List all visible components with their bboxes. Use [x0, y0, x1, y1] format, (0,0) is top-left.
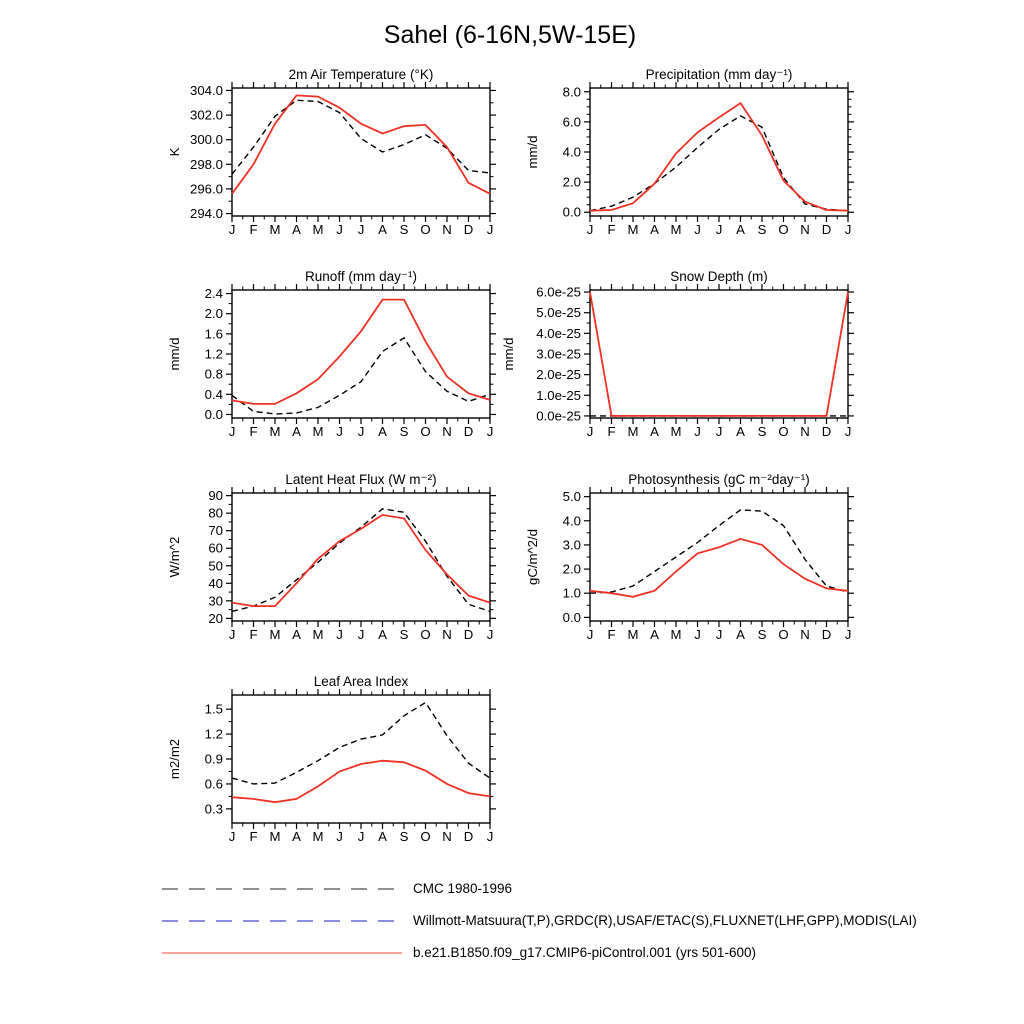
y-tick-label: 5.0e-25	[536, 305, 581, 321]
y-tick-label: 2.0	[562, 174, 581, 190]
x-tick-label: J	[715, 424, 723, 439]
x-tick-label: S	[399, 627, 409, 642]
y-tick-label: 30	[208, 593, 223, 609]
panel-leaf-area-index	[167, 671, 507, 871]
figure-title: Sahel (6-16N,5W-15E)	[383, 21, 637, 49]
y-tick-label: 2.0	[562, 561, 581, 577]
y-tick-label: 60	[208, 540, 223, 556]
series-observation-line	[232, 509, 490, 612]
x-tick-label: A	[650, 424, 659, 439]
x-tick-label: J	[844, 627, 852, 642]
y-tick-label: 1.2	[204, 726, 223, 742]
plot-box	[590, 88, 848, 216]
chart-title: 2m Air Temperature (°K)	[288, 67, 434, 82]
y-tick-label: 8.0	[562, 84, 581, 100]
chart-latent-heat-flux-plot	[167, 469, 497, 664]
y-axis-label: mm/d	[501, 337, 516, 371]
y-tick-label: 0.3	[204, 801, 223, 817]
panel-runoff	[167, 266, 507, 466]
chart-title: Precipitation (mm day⁻¹)	[645, 67, 793, 82]
legend-label: Willmott-Matsuura(T,P),GRDC(R),USAF/ETAC(S),FLUXNET(LHF,GPP),MODIS(LAI)	[413, 913, 917, 928]
y-tick-label: 0.0e-25	[536, 408, 581, 424]
x-tick-label: N	[800, 222, 810, 237]
x-tick-label: J	[694, 627, 701, 642]
x-tick-label: O	[778, 424, 789, 439]
legend-item	[160, 879, 513, 899]
x-tick-label: D	[463, 424, 474, 439]
x-tick-label: M	[269, 222, 281, 237]
legend-item	[160, 943, 756, 963]
x-tick-label: S	[757, 424, 767, 439]
x-tick-label: J	[357, 829, 365, 844]
chart-runoff-plot	[167, 266, 497, 461]
y-tick-label: 2.0	[204, 306, 223, 322]
x-tick-label: N	[442, 627, 452, 642]
x-tick-label: M	[269, 627, 281, 642]
x-tick-label: J	[357, 627, 365, 642]
y-tick-label: 1.5	[204, 701, 223, 717]
x-tick-label: A	[292, 829, 301, 844]
x-tick-label: O	[420, 627, 431, 642]
x-tick-label: J	[715, 222, 723, 237]
x-tick-label: J	[486, 222, 494, 237]
x-tick-label: J	[228, 424, 236, 439]
chart-leaf-area-index-plot	[167, 671, 497, 866]
panel-air-temperature	[167, 64, 507, 264]
y-tick-label: 2.4	[204, 286, 223, 302]
x-tick-label: A	[292, 627, 301, 642]
series-observation-line	[232, 338, 490, 414]
x-tick-label: A	[650, 222, 659, 237]
x-tick-label: D	[821, 424, 832, 439]
panel-photosynthesis	[525, 469, 865, 669]
chart-title: Snow Depth (m)	[670, 269, 768, 284]
x-tick-label: A	[378, 627, 387, 642]
legend-line-dashed-blue	[160, 911, 404, 931]
y-tick-label: 1.6	[204, 326, 223, 342]
plot-box	[232, 493, 490, 621]
x-tick-label: A	[650, 627, 659, 642]
x-tick-label: M	[670, 627, 682, 642]
x-tick-label: J	[694, 222, 701, 237]
y-tick-label: 296.0	[189, 181, 223, 197]
y-tick-label: 0.8	[204, 366, 223, 382]
x-tick-label: F	[249, 222, 258, 237]
x-tick-label: M	[269, 424, 281, 439]
x-tick-label: J	[586, 627, 594, 642]
x-tick-label: O	[420, 829, 431, 844]
y-tick-label: 4.0e-25	[536, 325, 581, 341]
y-axis-label: mm/d	[167, 337, 182, 371]
x-tick-label: N	[442, 222, 452, 237]
x-tick-label: J	[715, 627, 723, 642]
chart-title: Leaf Area Index	[313, 674, 409, 689]
x-tick-label: F	[249, 424, 258, 439]
x-tick-label: D	[463, 829, 474, 844]
x-tick-label: M	[670, 424, 682, 439]
y-tick-label: 294.0	[189, 206, 223, 222]
x-tick-label: N	[442, 829, 452, 844]
x-tick-label: A	[736, 222, 745, 237]
series-observation-line	[232, 703, 490, 784]
x-tick-label: A	[292, 424, 301, 439]
chart-air-temperature-plot	[167, 64, 497, 259]
series-observation-line	[232, 100, 490, 174]
y-tick-label: 304.0	[189, 82, 223, 98]
y-tick-label: 4.0	[562, 513, 581, 529]
x-tick-label: J	[336, 829, 343, 844]
x-tick-label: J	[694, 424, 701, 439]
x-tick-label: A	[378, 829, 387, 844]
x-tick-label: O	[778, 627, 789, 642]
x-tick-label: J	[486, 424, 494, 439]
x-tick-label: D	[463, 627, 474, 642]
x-tick-label: J	[586, 424, 594, 439]
x-tick-label: F	[607, 222, 616, 237]
x-tick-label: J	[228, 627, 236, 642]
series-model-line	[590, 539, 848, 597]
series-model-line	[590, 103, 848, 211]
panel-snow-depth	[501, 266, 865, 466]
x-tick-label: D	[463, 222, 474, 237]
x-tick-label: S	[757, 222, 767, 237]
plot-box	[232, 695, 490, 823]
x-tick-label: D	[821, 627, 832, 642]
y-tick-label: 5.0	[562, 489, 581, 505]
y-axis-label: m2/m2	[167, 738, 182, 780]
x-tick-label: J	[336, 424, 343, 439]
y-tick-label: 70	[208, 523, 223, 539]
x-tick-label: O	[420, 222, 431, 237]
chart-photosynthesis-plot	[525, 469, 855, 664]
y-tick-label: 302.0	[189, 107, 223, 123]
plot-box	[590, 290, 848, 418]
x-tick-label: J	[844, 222, 852, 237]
x-tick-label: M	[269, 829, 281, 844]
x-tick-label: F	[249, 627, 258, 642]
y-tick-label: 40	[208, 575, 223, 591]
chart-title: Latent Heat Flux (W m⁻²)	[285, 472, 437, 487]
series-observation-line	[590, 116, 848, 211]
y-tick-label: 3.0e-25	[536, 346, 581, 362]
x-tick-label: A	[378, 424, 387, 439]
x-tick-label: S	[399, 424, 409, 439]
y-tick-label: 2.0e-25	[536, 367, 581, 383]
legend-line-dashed-gray	[160, 879, 404, 899]
y-tick-label: 90	[208, 488, 223, 504]
y-tick-label: 0.0	[562, 204, 581, 220]
y-axis-label: gC/m^2/d	[525, 528, 540, 586]
x-tick-label: F	[607, 424, 616, 439]
y-tick-label: 3.0	[562, 537, 581, 553]
y-axis-label: mm/d	[525, 135, 540, 169]
y-tick-label: 0.0	[562, 609, 581, 625]
series-model-line	[232, 515, 490, 606]
x-tick-label: A	[736, 627, 745, 642]
chart-title: Runoff (mm day⁻¹)	[305, 269, 417, 284]
y-tick-label: 6.0	[562, 114, 581, 130]
x-tick-label: M	[312, 222, 324, 237]
x-tick-label: D	[821, 222, 832, 237]
y-tick-label: 0.9	[204, 751, 223, 767]
y-tick-label: 20	[208, 610, 223, 626]
x-tick-label: N	[442, 424, 452, 439]
x-tick-label: A	[378, 222, 387, 237]
y-tick-label: 1.0	[562, 585, 581, 601]
chart-snow-depth-plot	[501, 266, 855, 461]
x-tick-label: J	[486, 627, 494, 642]
panel-latent-heat-flux	[167, 469, 507, 669]
x-tick-label: J	[357, 222, 365, 237]
x-tick-label: S	[399, 829, 409, 844]
x-tick-label: J	[586, 222, 594, 237]
x-tick-label: A	[736, 424, 745, 439]
y-tick-label: 300.0	[189, 132, 223, 148]
x-tick-label: M	[670, 222, 682, 237]
y-axis-label: K	[167, 147, 182, 157]
x-tick-label: A	[292, 222, 301, 237]
x-tick-label: S	[399, 222, 409, 237]
chart-title: Photosynthesis (gC m⁻²day⁻¹)	[628, 472, 810, 487]
series-model-line	[232, 95, 490, 193]
legend-line-solid-red	[160, 943, 404, 963]
x-tick-label: J	[357, 424, 365, 439]
y-tick-label: 50	[208, 558, 223, 574]
y-tick-label: 298.0	[189, 156, 223, 172]
x-tick-label: J	[228, 222, 236, 237]
x-tick-label: N	[800, 627, 810, 642]
y-axis-label: W/m^2	[167, 536, 182, 578]
y-tick-label: 80	[208, 505, 223, 521]
x-tick-label: O	[778, 222, 789, 237]
y-tick-label: 1.0e-25	[536, 387, 581, 403]
y-tick-label: 0.6	[204, 776, 223, 792]
x-tick-label: F	[607, 627, 616, 642]
x-tick-label: M	[627, 424, 639, 439]
y-tick-label: 6.0e-25	[536, 284, 581, 300]
panel-precipitation	[525, 64, 865, 264]
chart-precipitation-plot	[525, 64, 855, 259]
x-tick-label: S	[757, 627, 767, 642]
x-tick-label: M	[312, 627, 324, 642]
legend-item	[160, 911, 917, 931]
x-tick-label: M	[627, 222, 639, 237]
series-model-line	[590, 292, 848, 416]
plot-box	[590, 493, 848, 621]
series-model-line	[232, 300, 490, 404]
x-tick-label: N	[800, 424, 810, 439]
series-model-line	[232, 761, 490, 803]
x-tick-label: J	[336, 627, 343, 642]
plot-box	[232, 290, 490, 418]
y-tick-label: 0.4	[204, 386, 223, 402]
x-tick-label: M	[312, 829, 324, 844]
y-tick-label: 0.0	[204, 406, 223, 422]
x-tick-label: M	[312, 424, 324, 439]
x-tick-label: O	[420, 424, 431, 439]
x-tick-label: J	[336, 222, 343, 237]
y-tick-label: 1.2	[204, 346, 223, 362]
legend-label: b.e21.B1850.f09_g17.CMIP6-piControl.001 (yrs 501-600)	[413, 945, 756, 960]
x-tick-label: J	[486, 829, 494, 844]
y-tick-label: 4.0	[562, 144, 581, 160]
legend-label: CMC 1980-1996	[413, 881, 513, 896]
x-tick-label: M	[627, 627, 639, 642]
x-tick-label: J	[844, 424, 852, 439]
x-tick-label: F	[249, 829, 258, 844]
x-tick-label: J	[228, 829, 236, 844]
